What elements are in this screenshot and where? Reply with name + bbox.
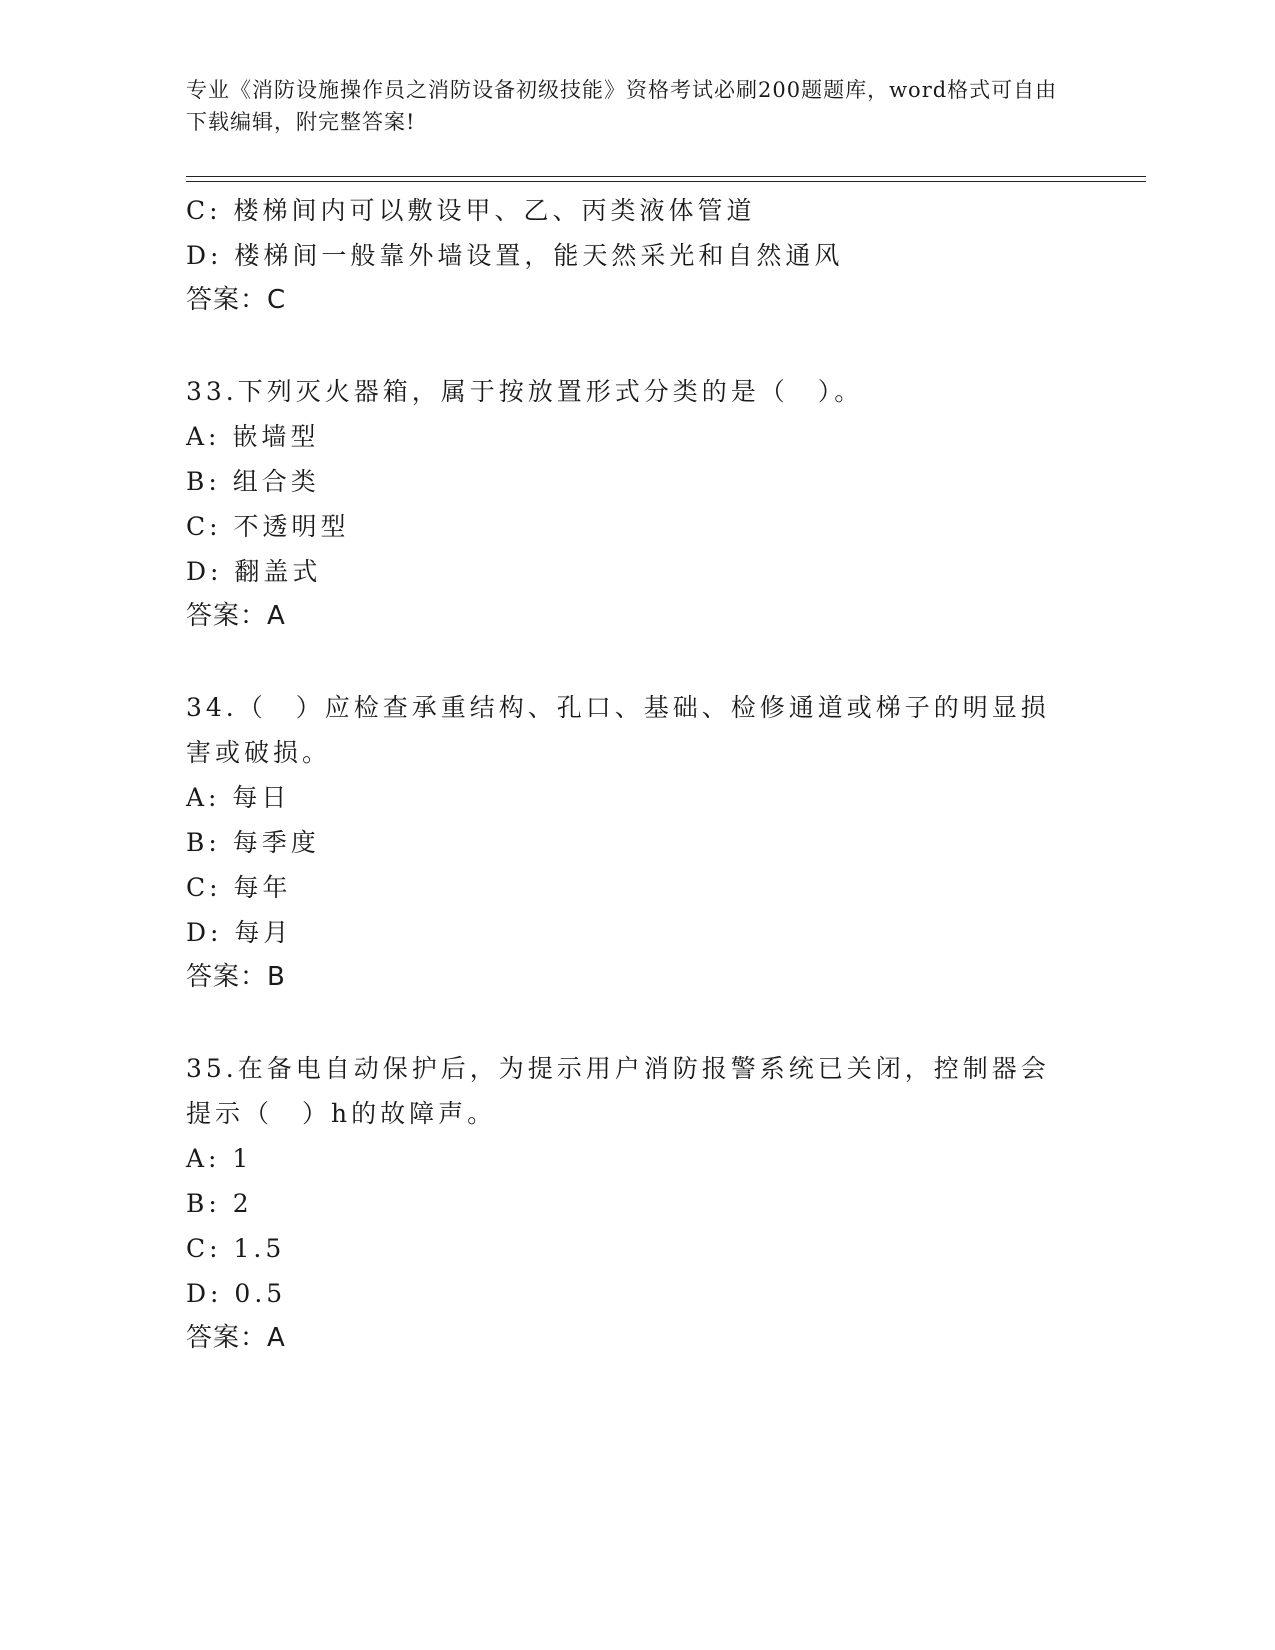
- option-d: D: 翻盖式: [186, 557, 322, 586]
- previous-question-block: [186, 188, 1086, 323]
- question-block-34: [186, 685, 1086, 1000]
- option-d: D: 0.5: [186, 1279, 287, 1308]
- header-divider-bottom: [186, 181, 1146, 182]
- question-text: 34.（ ）应检查承重结构、孔口、基础、检修通道或梯子的明显损害或破损。: [186, 693, 1050, 767]
- option-d: D: 每月: [186, 918, 293, 947]
- option-c: C: 楼梯间内可以敷设甲、乙、丙类液体管道: [186, 196, 756, 225]
- spacer: [186, 639, 1086, 685]
- answer-line: 答案：A: [186, 1323, 286, 1353]
- spacer: [186, 1000, 1086, 1046]
- header-divider-top: [186, 176, 1146, 177]
- option-d: D: 楼梯间一般靠外墙设置，能天然采光和自然通风: [186, 241, 844, 270]
- option-a: A: 嵌墙型: [186, 422, 320, 451]
- option-a: A: 每日: [186, 783, 291, 812]
- answer-line: 答案：A: [186, 601, 286, 631]
- answer-line: 答案：B: [186, 962, 286, 992]
- option-c: C: 每年: [186, 873, 292, 902]
- document-header: 专业《消防设施操作员之消防设备初级技能》资格考试必刷200题题库，word格式可自由下载编辑，附完整答案!: [186, 78, 1058, 134]
- question-block-35: [186, 1046, 1086, 1361]
- option-b: B: 每季度: [186, 828, 320, 857]
- option-a: A: 1: [186, 1144, 253, 1173]
- option-c: C: 不透明型: [186, 512, 350, 541]
- option-b: B: 2: [186, 1189, 253, 1218]
- question-content: [186, 188, 1086, 1361]
- option-c: C: 1.5: [186, 1234, 286, 1263]
- question-block-33: [186, 369, 1086, 639]
- option-b: B: 组合类: [186, 467, 320, 496]
- question-text: 33.下列灭火器箱，属于按放置形式分类的是（ ）。: [186, 377, 864, 406]
- answer-line: 答案：C: [186, 285, 287, 315]
- question-text: 35.在备电自动保护后，为提示用户消防报警系统已关闭，控制器会提示（ ）h的故障声。: [186, 1054, 1050, 1128]
- spacer: [186, 323, 1086, 369]
